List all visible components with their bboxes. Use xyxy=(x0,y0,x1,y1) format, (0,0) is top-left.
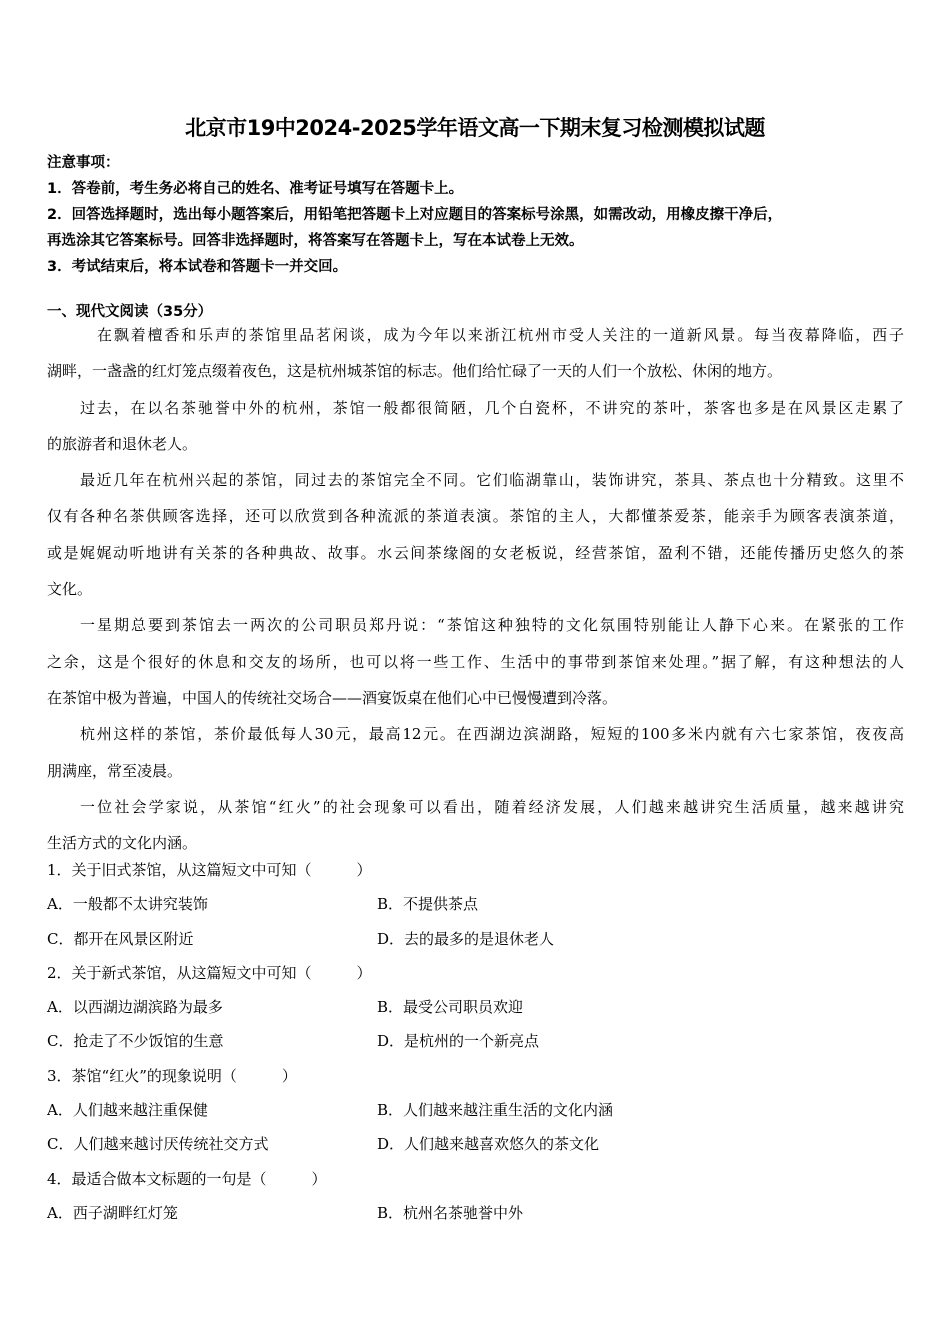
answer-option: C．都开在风景区附近 xyxy=(47,929,194,948)
passage-line: 或是娓娓动听地讲有关茶的各种典故、故事。水云间茶缘阁的女老板说，经营茶馆，盈利不错，还能传播历史悠久的茶 xyxy=(47,543,904,562)
passage xyxy=(47,322,904,866)
note-item: 2．回答选择题时，选出每小题答案后，用铅笔把答题卡上对应题目的答案标号涂黑，如需改动，用橡皮擦干净后， xyxy=(47,207,783,223)
passage-line: 生活方式的文化内涵。 xyxy=(47,834,198,853)
question-stem: 1．关于旧式茶馆，从这篇短文中可知（ ） xyxy=(47,861,372,879)
passage-line: 仅有各种名茶供顾客选择，还可以欣赏到各种流派的茶道表演。茶馆的主人，大都懂茶爱茶，能亲手为顾客表演茶道， xyxy=(47,507,904,526)
passage-line: 一位社会学家说，从茶馆“红火”的社会现象可以看出，随着经济发展，人们越来越讲究生活质量，越来越讲究 xyxy=(80,797,904,816)
option-row xyxy=(47,1028,907,1062)
passage-line: 湖畔，一盏盏的红灯笼点缀着夜色，这是杭州城茶馆的标志。他们给忙碌了一天的人们一个放松、休闲的地方。 xyxy=(47,362,783,381)
passage-line: 在飘着檀香和乐声的茶馆里品茗闲谈，成为今年以来浙江杭州市受人关注的一道新风景。每当夜幕降临，西子 xyxy=(97,326,904,344)
section-heading: 一、现代文阅读（35分） xyxy=(47,304,213,320)
option-row xyxy=(47,891,907,925)
answer-option: B．人们越来越注重生活的文化内涵 xyxy=(377,1101,614,1120)
passage-line: 的旅游者和退休老人。 xyxy=(47,434,198,453)
passage-line: 文化。 xyxy=(47,580,93,599)
option-row xyxy=(47,926,907,960)
answer-option: A．一般都不太讲究装饰 xyxy=(47,895,208,914)
passage-line: 朋满座，常至凌晨。 xyxy=(47,761,183,780)
answer-option: D．去的最多的是退休老人 xyxy=(377,929,555,948)
answer-option: A．以西湖边湖滨路为最多 xyxy=(47,998,223,1017)
note-item: 3．考试结束后，将本试卷和答题卡一并交回。 xyxy=(47,259,348,275)
passage-line: 杭州这样的茶馆，茶价最低每人30元，最高12元。在西湖边滨湖路，短短的100多米内就有六七家茶馆，夜夜高 xyxy=(80,725,904,744)
passage-line: 过去，在以名茶驰誉中外的杭州，茶馆一般都很简陋，几个白瓷杯，不讲究的茶叶，茶客也多是在风景区走累了 xyxy=(80,398,904,417)
passage-line: 之余，这是个很好的休息和交友的场所，也可以将一些工作、生活中的事带到茶馆来处理。”据了解，有这种想法的人 xyxy=(47,652,904,671)
passage-line: 在茶馆中极为普遍，中国人的传统社交场合——酒宴饭桌在他们心中已慢慢遭到冷落。 xyxy=(47,688,618,707)
answer-option: B．不提供茶点 xyxy=(377,895,479,914)
page-title: 北京市19中2024-2025学年语文高一下期末复习检测模拟试题 xyxy=(185,116,765,140)
question-stem: 4．最适合做本文标题的一句是（ ） xyxy=(47,1169,327,1188)
passage-line: 一星期总要到茶馆去一两次的公司职员郑丹说：“茶馆这种独特的文化氛围特别能让人静下心来。在紧张的工作 xyxy=(80,616,904,635)
answer-option: C．人们越来越讨厌传统社交方式 xyxy=(47,1135,269,1154)
answer-option: A．西子湖畔红灯笼 xyxy=(47,1203,178,1222)
notes xyxy=(47,150,907,280)
answer-option: B．最受公司职员欢迎 xyxy=(377,998,524,1017)
answer-option: C．抢走了不少饭馆的生意 xyxy=(47,1032,224,1051)
notes-heading: 注意事项： xyxy=(47,155,120,171)
answer-option: D．人们越来越喜欢悠久的茶文化 xyxy=(377,1135,600,1154)
question-stem: 2．关于新式茶馆，从这篇短文中可知（ ） xyxy=(47,963,372,982)
option-row xyxy=(47,1097,907,1131)
note-item: 再选涂其它答案标号。回答非选择题时，将答案写在答题卡上，写在本试卷上无效。 xyxy=(47,233,584,249)
option-row xyxy=(47,994,907,1028)
answer-option: B．杭州名茶驰誉中外 xyxy=(377,1203,524,1222)
answer-option: D．是杭州的一个新亮点 xyxy=(377,1032,540,1051)
note-item: 1．答卷前，考生务必将自己的姓名、准考证号填写在答题卡上。 xyxy=(47,181,464,197)
passage-line: 最近几年在杭州兴起的茶馆，同过去的茶馆完全不同。它们临湖靠山，装饰讲究，茶具、茶点也十分精致。这里不 xyxy=(80,471,904,490)
option-row xyxy=(47,1131,907,1165)
option-row xyxy=(47,1200,907,1234)
answer-option: A．人们越来越注重保健 xyxy=(47,1101,208,1120)
question-stem: 3．茶馆“红火”的现象说明（ ） xyxy=(47,1066,297,1085)
questions xyxy=(47,857,907,1234)
